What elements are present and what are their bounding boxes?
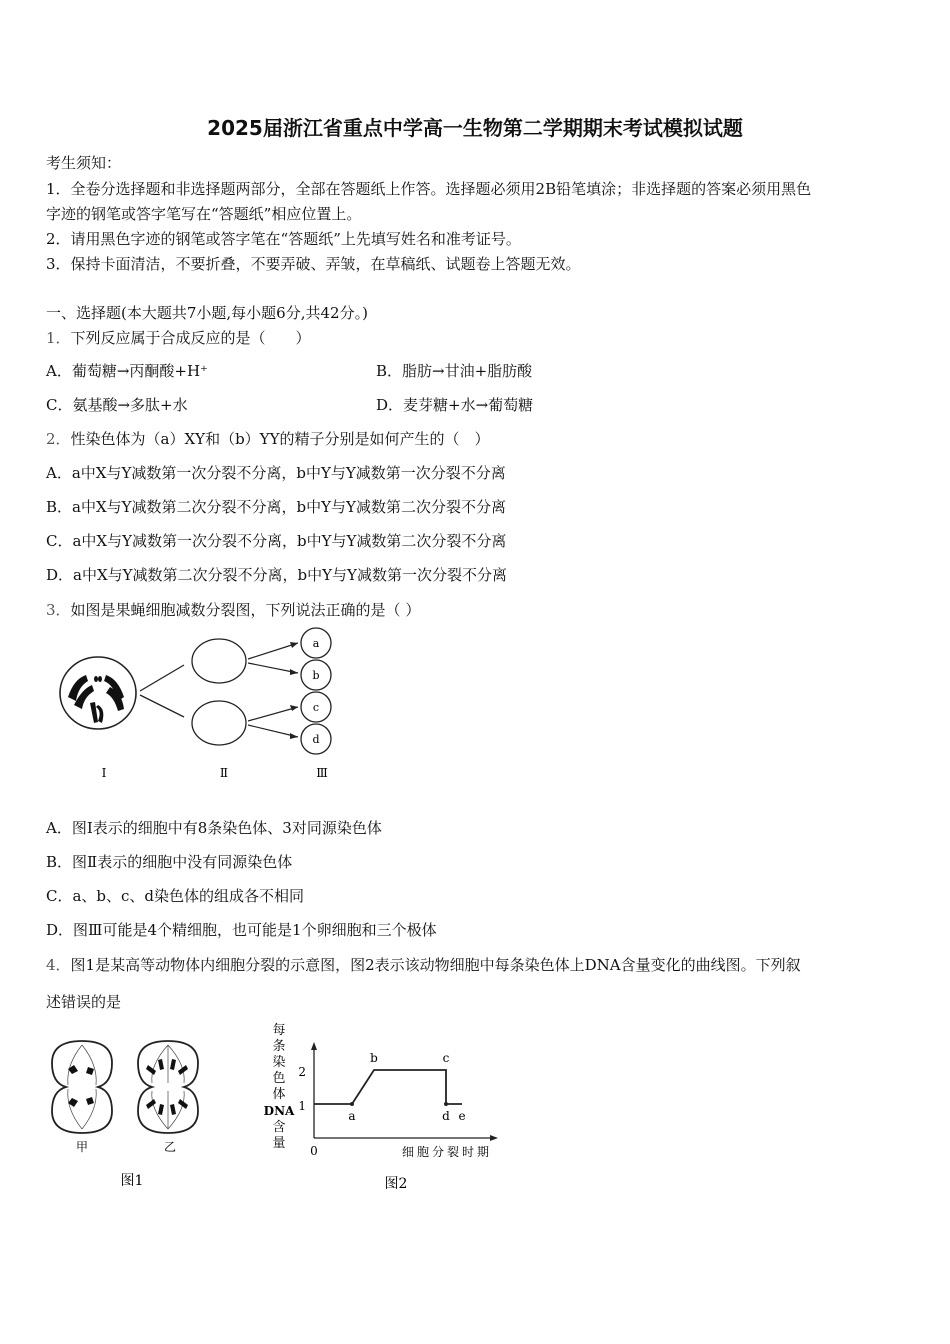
- chromosomes: [68, 675, 124, 723]
- dna-curve: [314, 1070, 462, 1104]
- ylabel-char-4: 色: [272, 1071, 286, 1086]
- ylabel-char-3: 染: [272, 1055, 286, 1070]
- question-4-stem-line-1: 图1是某高等动物体内细胞分裂的示意图，图2表示该动物细胞中每条染色体上DNA含量变化的曲线图。下列叙: [70, 956, 801, 974]
- label-yi: 乙: [163, 1140, 177, 1154]
- label-jia: 甲: [75, 1140, 89, 1154]
- figure-1-caption: 图1: [120, 1173, 144, 1189]
- q2-option-d: D．a中X与Y减数第二次分裂不分离，b中Y与Y减数第一次分裂不分离: [46, 566, 507, 584]
- figure-2-dna-chart: [262, 1018, 512, 1198]
- notice-line-3: 2．请用黑色字迹的钢笔或答字笔在“答题纸”上先填写姓名和准考证号。: [46, 230, 521, 248]
- ylabel-char-1: 每: [272, 1023, 286, 1038]
- question-2: [46, 428, 489, 449]
- label-d: d: [442, 1109, 450, 1123]
- q1-option-c: C．氨基酸→多肽+水: [46, 396, 188, 414]
- question-2-number: 2．: [46, 430, 71, 448]
- label-b: b: [370, 1051, 378, 1065]
- cell-ii-bottom: [192, 701, 246, 745]
- ylabel-char-6: 含: [272, 1120, 286, 1135]
- notice-line-1: 1．全卷分选择题和非选择题两部分，全部在答题纸上作答。选择题必须用2B铅笔填涂；非选择题的答案必须用黑色: [46, 180, 812, 198]
- question-3-number: 3．: [46, 601, 71, 619]
- question-4-stem-line-2: 述错误的是: [46, 993, 122, 1011]
- q3-option-d: D．图Ⅲ可能是4个精细胞，也可能是1个卵细胞和三个极体: [46, 921, 437, 939]
- cell-label-b: b: [312, 669, 320, 682]
- notice-line-2: 字迹的钢笔或答字笔写在“答题纸”相应位置上。: [46, 205, 362, 223]
- point-a: [350, 1102, 354, 1106]
- page-title: 2025届浙江省重点中学高一生物第二学期期末考试模拟试题: [207, 116, 743, 140]
- stage-label-i: Ⅰ: [101, 766, 107, 780]
- q3-option-b: B．图Ⅱ表示的细胞中没有同源染色体: [46, 853, 293, 871]
- ytick-2: 2: [298, 1065, 306, 1079]
- q2-option-c: C．a中X与Y减数第一次分裂不分离，b中Y与Y减数第二次分裂不分离: [46, 532, 507, 550]
- q2-option-a: A．a中X与Y减数第一次分裂不分离，b中Y与Y减数第一次分裂不分离: [46, 464, 506, 482]
- section-heading: 一、选择题(本大题共7小题,每小题6分,共42分。): [46, 304, 368, 322]
- ylabel-char-2: 条: [272, 1039, 286, 1054]
- notice-heading: 考生须知：: [46, 154, 122, 172]
- notice-line-4: 3．保持卡面清洁，不要折叠，不要弄破、弄皱，在草稿纸、试题卷上答题无效。: [46, 255, 581, 273]
- stage-label-ii: Ⅱ: [219, 766, 229, 780]
- question-3: [46, 599, 420, 620]
- ytick-1: 1: [298, 1099, 306, 1113]
- ylabel-dna: DNA: [263, 1104, 295, 1118]
- meiosis-diagram: [52, 625, 352, 785]
- q3-option-a: A．图Ⅰ表示的细胞中有8条染色体、3对同源染色体: [46, 819, 382, 837]
- q2-option-b: B．a中X与Y减数第二次分裂不分离，b中Y与Y减数第二次分裂不分离: [46, 498, 506, 516]
- cell-label-d: d: [312, 733, 320, 746]
- ylabel-char-7: 量: [272, 1136, 286, 1151]
- question-4-number: 4．: [46, 956, 71, 974]
- label-a: a: [348, 1109, 356, 1123]
- figure-2-caption: 图2: [384, 1176, 408, 1192]
- question-1-stem: 下列反应属于合成反应的是（ ）: [70, 329, 311, 347]
- question-4: [46, 954, 801, 975]
- question-1-number: 1．: [46, 329, 71, 347]
- cell-ii-top: [192, 639, 246, 683]
- q1-option-b: B．脂肪→甘油+脂肪酸: [376, 362, 533, 380]
- label-e: e: [458, 1109, 466, 1123]
- ylabel-char-5: 体: [272, 1087, 286, 1102]
- question-2-stem: 性染色体为（a）XY和（b）YY的精子分别是如何产生的（ ）: [70, 430, 490, 448]
- question-1: [46, 327, 311, 348]
- figure-1-cell-division: [44, 1035, 224, 1195]
- label-c: c: [442, 1051, 450, 1065]
- cell-label-c: c: [312, 701, 320, 714]
- cell-jia: [52, 1041, 112, 1133]
- question-3-stem: 如图是果蝇细胞减数分裂图，下列说法正确的是（ ）: [70, 601, 421, 619]
- q1-option-d: D．麦芽糖+水→葡萄糖: [376, 396, 534, 414]
- q3-option-c: C．a、b、c、d染色体的组成各不相同: [46, 887, 305, 905]
- q1-option-a: A．葡萄糖→丙酮酸+H⁺: [46, 362, 208, 380]
- point-d: [444, 1102, 448, 1106]
- origin-label: 0: [310, 1144, 318, 1158]
- stage-label-iii: Ⅲ: [316, 766, 328, 780]
- cell-label-a: a: [312, 637, 320, 650]
- x-axis-label: 细胞分裂时期: [402, 1145, 493, 1159]
